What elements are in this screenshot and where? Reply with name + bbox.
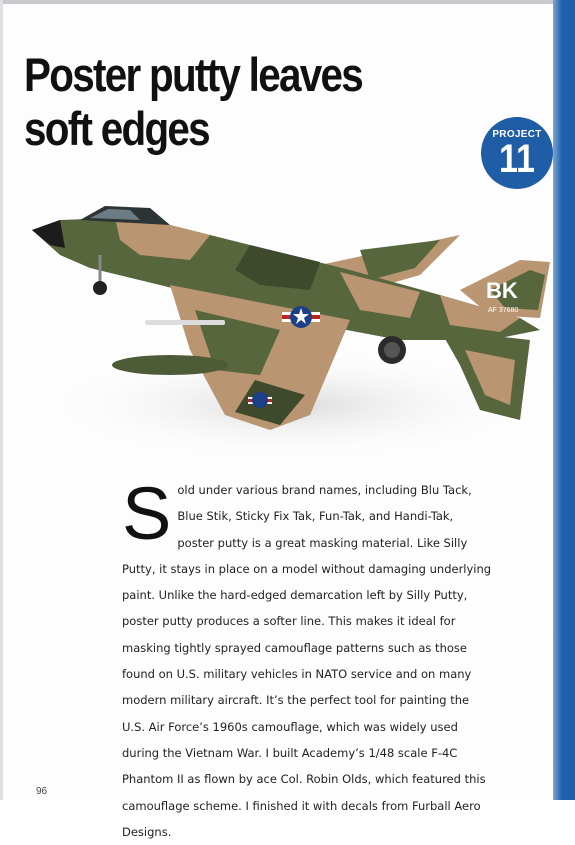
page-number: 96 bbox=[36, 786, 48, 797]
f4-phantom-photo bbox=[20, 200, 565, 480]
project-badge bbox=[481, 117, 553, 189]
project-badge-number: 11 bbox=[499, 137, 535, 181]
fuel-tank bbox=[112, 355, 228, 375]
drop-cap: S bbox=[122, 472, 172, 555]
page-top-edge bbox=[0, 0, 575, 4]
missile bbox=[145, 320, 225, 325]
tail-serial: AF 37680 bbox=[488, 307, 519, 314]
article-body-text: old under various brand names, including Blu Tack, Blue Stik, Sticky Fix Tak, Fun-Tak, and Handi-Tak, poster putty is a great masking material. Like Silly Putty, it stays in place on a model without damaging underlying paint. Unlike the hard-edged demarcation left by Silly Putty, poster putty produces a softer line. This makes it ideal for masking tightly sprayed camouflage patterns such as those found on U.S. military vehicles in NATO service and on many modern military aircraft. It’s the perfect tool for painting the U.S. Air Force’s 1960s camouflage, which was widely used during the Vietnam War. I built Academy’s 1/48 scale F-4C Phantom II as flown by ace Col. Robin Olds, which featured this camouflage scheme. I finished it with decals from Furball Aero Designs. bbox=[122, 483, 492, 839]
page-left-edge bbox=[0, 0, 3, 800]
nose-wheel bbox=[93, 281, 107, 295]
page-title: Poster putty leaves soft edges bbox=[24, 48, 362, 155]
project-badge-label: PROJECT bbox=[492, 129, 542, 140]
tail-code: BK bbox=[486, 278, 518, 303]
article-body bbox=[122, 472, 492, 845]
